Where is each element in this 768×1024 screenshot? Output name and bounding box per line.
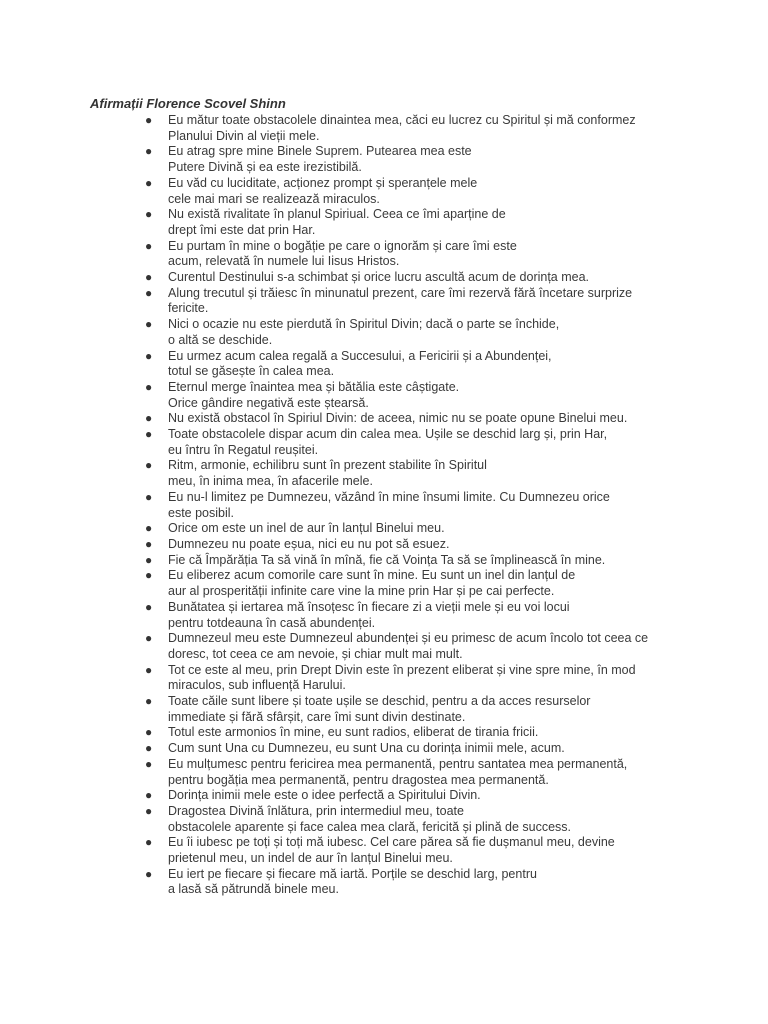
bullet-icon: ● [145, 207, 153, 222]
bullet-icon: ● [145, 489, 153, 504]
bullet-icon: ● [145, 536, 153, 551]
list-item-text-line: Orice gândire negativă este ștearsă. [168, 395, 369, 410]
list-item [140, 553, 680, 569]
bullet-icon: ● [145, 348, 153, 363]
bullet-icon: ● [145, 552, 153, 567]
list-item-text-line: Toate obstacolele dispar acum din calea mea. Ușile se deschid larg și, prin Har, [168, 427, 608, 442]
list-item-text-line: Orice om este un inel de aur în lanțul Binelui meu. [168, 521, 445, 536]
list-item-text-line: prietenul meu, un indel de aur în lanțul Binelui meu. [168, 851, 453, 866]
list-item [140, 411, 680, 427]
bullet-icon: ● [145, 662, 153, 677]
list-item-text-line: immediate și fără sfârșit, care îmi sunt divin destinate. [168, 709, 466, 724]
list-item [140, 521, 680, 537]
bullet-icon: ● [145, 411, 153, 426]
list-item-text-line: Curentul Destinului s-a schimbat și orice lucru ascultă acum de dorința mea. [168, 270, 590, 285]
bullet-icon: ● [145, 113, 153, 127]
list-item-text-line: este posibil. [168, 505, 235, 520]
list-item-text-line: Eu mătur toate obstacolele dinaintea mea, căci eu lucrez cu Spiritul și mă conformez [168, 113, 636, 127]
list-item-text-line: Nu există obstacol în Spiriul Divin: de aceea, nimic nu se poate opune Binelui meu. [168, 411, 628, 426]
list-item-text-line: aur al prosperității infinite care vine la mine prin Har și pe cai perfecte. [168, 584, 555, 599]
list-item-text-line: Totul este armonios în mine, eu sunt radios, eliberat de tirania fricii. [168, 725, 539, 740]
bullet-icon: ● [145, 835, 153, 850]
list-item [140, 725, 680, 741]
list-item [140, 207, 680, 238]
list-item-text-line: cele mai mari se realizează miraculos. [168, 191, 380, 206]
list-item [140, 537, 680, 553]
list-item [140, 427, 680, 458]
bullet-icon: ● [145, 521, 153, 536]
list-item-text-line: Dragostea Divină înlătura, prin intermediul meu, toate [168, 803, 464, 818]
list-item-text-line: Fie că Împărăția Ta să vină în mînă, fie că Voința Ta să se împlinească în mine. [168, 552, 606, 567]
list-item [140, 663, 680, 694]
list-item-text-line: drept îmi este dat prin Har. [168, 222, 316, 237]
bullet-icon: ● [145, 803, 153, 818]
bullet-icon: ● [145, 694, 153, 709]
bullet-icon: ● [145, 144, 153, 159]
bullet-icon: ● [145, 285, 153, 300]
list-item [140, 286, 680, 317]
bullet-icon: ● [145, 427, 153, 442]
list-item-text-line: Eternul merge înaintea mea și bătălia este câștigate. [168, 379, 460, 394]
list-item [140, 631, 680, 662]
list-item-text-line: a lasă să pătrundă binele meu. [168, 882, 339, 897]
bullet-icon: ● [145, 866, 153, 881]
list-item [140, 349, 680, 380]
list-item [140, 144, 680, 175]
bullet-icon: ● [145, 379, 153, 394]
list-item-text-line: Dumnezeu nu poate eșua, nici eu nu pot să esuez. [168, 536, 450, 551]
list-item-text-line: Eu nu-l limitez pe Dumnezeu, văzând în mine însumi limite. Cu Dumnezeu orice [168, 489, 610, 504]
list-item-text-line: miraculos, sub influență Harului. [168, 678, 346, 693]
list-item-text-line: Eu eliberez acum comorile care sunt în mine. Eu sunt un inel din lanțul de [168, 568, 576, 583]
bullet-icon: ● [145, 568, 153, 583]
list-item-text-line: Nici o ocazie nu este pierdută în Spiritul Divin; dacă o parte se închide, [168, 317, 560, 332]
list-item [140, 270, 680, 286]
list-item [140, 380, 680, 411]
list-item-text-line: Eu iert pe fiecare și fiecare mă iartă. Porțile se deschid larg, pentru [168, 866, 537, 881]
list-item-text-line: obstacolele aparente și face calea mea clară, fericită și plină de success. [168, 819, 571, 834]
list-item-text-line: doresc, tot ceea ce am nevoie, și chiar mult mai mult. [168, 646, 463, 661]
bullet-icon: ● [145, 741, 153, 756]
bullet-icon: ● [145, 175, 153, 190]
list-item-text-line: pentru bogăția mea permanentă, pentru dragostea mea permanentă. [168, 772, 549, 787]
list-item-text-line: Tot ce este al meu, prin Drept Divin este în prezent eliberat și vine spre mine, în mod [168, 662, 636, 677]
list-item [140, 788, 680, 804]
list-item-text-line: eu întru în Regatul reușitei. [168, 442, 319, 457]
list-item-text-line: Eu mulțumesc pentru fericirea mea permanentă, pentru santatea mea permanentă, [168, 756, 628, 771]
list-item [140, 694, 680, 725]
affirmation-list [140, 113, 680, 898]
list-item-text-line: Eu îi iubesc pe toți și toți mă iubesc. Cel care părea să fie dușmanul meu, devine [168, 835, 615, 850]
list-item-text-line: Alung trecutul și trăiesc în minunatul prezent, care îmi rezervă fără încetare surprize [168, 285, 633, 300]
list-item [140, 113, 680, 144]
bullet-icon: ● [145, 238, 153, 253]
list-item [140, 317, 680, 348]
bullet-icon: ● [145, 599, 153, 614]
list-item-text-line: Eu purtam în mine o bogăție pe care o ignorăm și care îmi este [168, 238, 517, 253]
list-item-text-line: Ritm, armonie, echilibru sunt în prezent stabilite în Spiritul [168, 458, 487, 473]
list-item [140, 458, 680, 489]
list-item-text-line: totul se găsește în calea mea. [168, 364, 335, 379]
list-item-text-line: pentru totdeauna în casă abundenței. [168, 615, 376, 630]
list-item-text-line: Dumnezeul meu este Dumnezeul abundenței și eu primesc de acum încolo tot ceea ce [168, 631, 649, 646]
list-item-text-line: Eu urmez acum calea regală a Succesului, a Fericirii și a Abundenței, [168, 348, 552, 363]
bullet-icon: ● [145, 270, 153, 285]
list-item [140, 835, 680, 866]
bullet-icon: ● [145, 725, 153, 740]
list-item-text-line: Planului Divin al vieții mele. [168, 128, 320, 143]
document-title: Afirmații Florence Scovel Shinn [90, 96, 286, 111]
list-item [140, 804, 680, 835]
list-item-text-line: Dorința inimii mele este o idee perfectă a Spiritului Divin. [168, 788, 481, 803]
list-item [140, 568, 680, 599]
list-item-text-line: acum, relevată în numele lui Iisus Hristos. [168, 254, 400, 269]
bullet-icon: ● [145, 458, 153, 473]
list-item-text-line: Putere Divină și ea este irezistibilă. [168, 160, 362, 175]
list-item-text-line: Cum sunt Una cu Dumnezeu, eu sunt Una cu dorința inimii mele, acum. [168, 741, 565, 756]
bullet-icon: ● [145, 756, 153, 771]
bullet-icon: ● [145, 788, 153, 803]
list-item-text-line: o altă se deschide. [168, 332, 273, 347]
bullet-icon: ● [145, 631, 153, 646]
list-item-text-line: Eu atrag spre mine Binele Suprem. Putearea mea este [168, 144, 472, 159]
list-item-text-line: meu, în inima mea, în afacerile mele. [168, 474, 373, 489]
list-item [140, 741, 680, 757]
list-item [140, 490, 680, 521]
bullet-icon: ● [145, 317, 153, 332]
list-item-text-line: Nu există rivalitate în planul Spiriual. Ceea ce îmi aparține de [168, 207, 506, 222]
list-item [140, 757, 680, 788]
list-item [140, 239, 680, 270]
list-item-text-line: fericite. [168, 301, 209, 316]
list-item [140, 600, 680, 631]
list-item [140, 867, 680, 898]
list-item-text-line: Bunătatea și iertarea mă însoțesc în fiecare zi a vieții mele și eu voi locui [168, 599, 570, 614]
list-item [140, 176, 680, 207]
list-item-text-line: Eu văd cu luciditate, acționez prompt și speranțele mele [168, 175, 478, 190]
list-item-text-line: Toate căile sunt libere și toate ușile se deschid, pentru a da acces resurselor [168, 694, 591, 709]
